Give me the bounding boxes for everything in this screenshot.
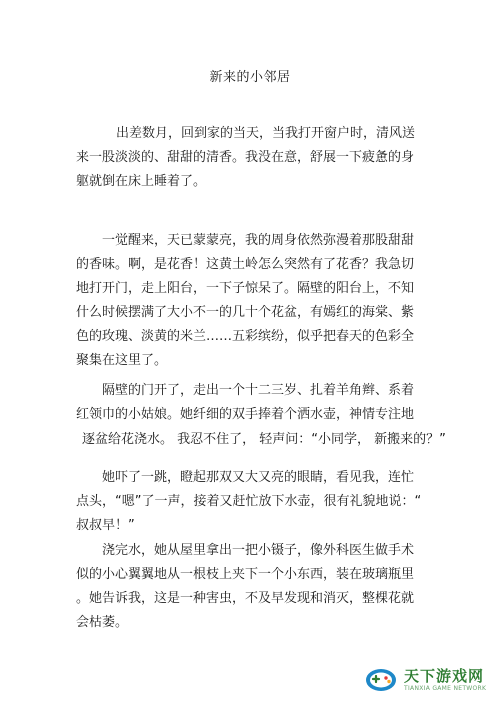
- paragraph-3: [76, 379, 414, 427]
- paragraph-4: [82, 428, 446, 452]
- paragraph-line: 的香味。啊，是花香！这黄土岭怎么突然有了花香？我急切: [76, 257, 415, 272]
- watermark-brand: 天下游戏网: [404, 666, 485, 685]
- paragraph-line: 地打开门，走上阳台，一下子惊呆了。隔壁的阳台上，不知: [76, 281, 415, 296]
- paragraph-line: 会枯萎。: [76, 615, 129, 630]
- watermark-subtitle: TIANXIA GAME NETWORK: [404, 684, 487, 692]
- paragraph-line: 红领巾的小姑娘。她纤细的双手捧着个洒水壶，神情专注地: [76, 407, 415, 422]
- paragraph-line: 浇完水，她从屋里拿出一把小镊子，像外科医生做手术: [102, 543, 415, 558]
- paragraph-line: 一觉醒来，天已蒙蒙亮，我的周身依然弥漫着那股甜甜: [102, 233, 415, 248]
- game-controller-icon: [364, 666, 398, 694]
- paragraph-5: [76, 466, 421, 538]
- paragraph-2: [76, 229, 414, 373]
- paragraph-line: 。她告诉我，这是一种害虫，不及早发现和消灭，整棵花就: [76, 591, 415, 606]
- paragraph-line: 叔叔早！”: [76, 518, 135, 533]
- paragraph-line: 什么时候摆满了大小不一的几十个花盆，有嫣红的海棠、紫: [76, 305, 415, 320]
- paragraph-line: 来一股淡淡的、甜甜的清香。我没在意，舒展一下疲惫的身: [76, 150, 415, 165]
- paragraph-line: 色的玫瑰、淡黄的米兰……五彩缤纷，似乎把春天的色彩全: [76, 329, 415, 344]
- site-watermark: [364, 664, 488, 696]
- paragraph-line: 似的小心翼翼地从一根枝上夹下一个小东西，装在玻璃瓶里: [76, 567, 415, 582]
- document-title: 新来的小邻居: [209, 70, 291, 85]
- paragraph-line: 躯就倒在床上睡着了。: [76, 174, 207, 189]
- paragraph-1: [76, 122, 415, 194]
- watermark-text: [404, 666, 487, 692]
- paragraph-6: [76, 539, 414, 635]
- paragraph-line: 出差数月，回到家的当天，当我打开窗户时，清风送: [116, 126, 416, 141]
- paragraph-line: 逐盆给花浇水。 我忍不住了， 轻声问：“小同学， 新搬来的？”: [82, 432, 446, 447]
- paragraph-line: 她吓了一跳，瞪起那双又大又亮的眼睛，看见我，连忙: [102, 470, 415, 485]
- paragraph-line: 聚集在这里了。: [76, 353, 168, 368]
- paragraph-line: 点头，“嗯”了一声，接着又赶忙放下水壶，很有礼貌地说：“: [76, 494, 422, 509]
- paragraph-line: 隔壁的门开了，走出一个十二三岁、扎着羊角辫、系着: [102, 383, 415, 398]
